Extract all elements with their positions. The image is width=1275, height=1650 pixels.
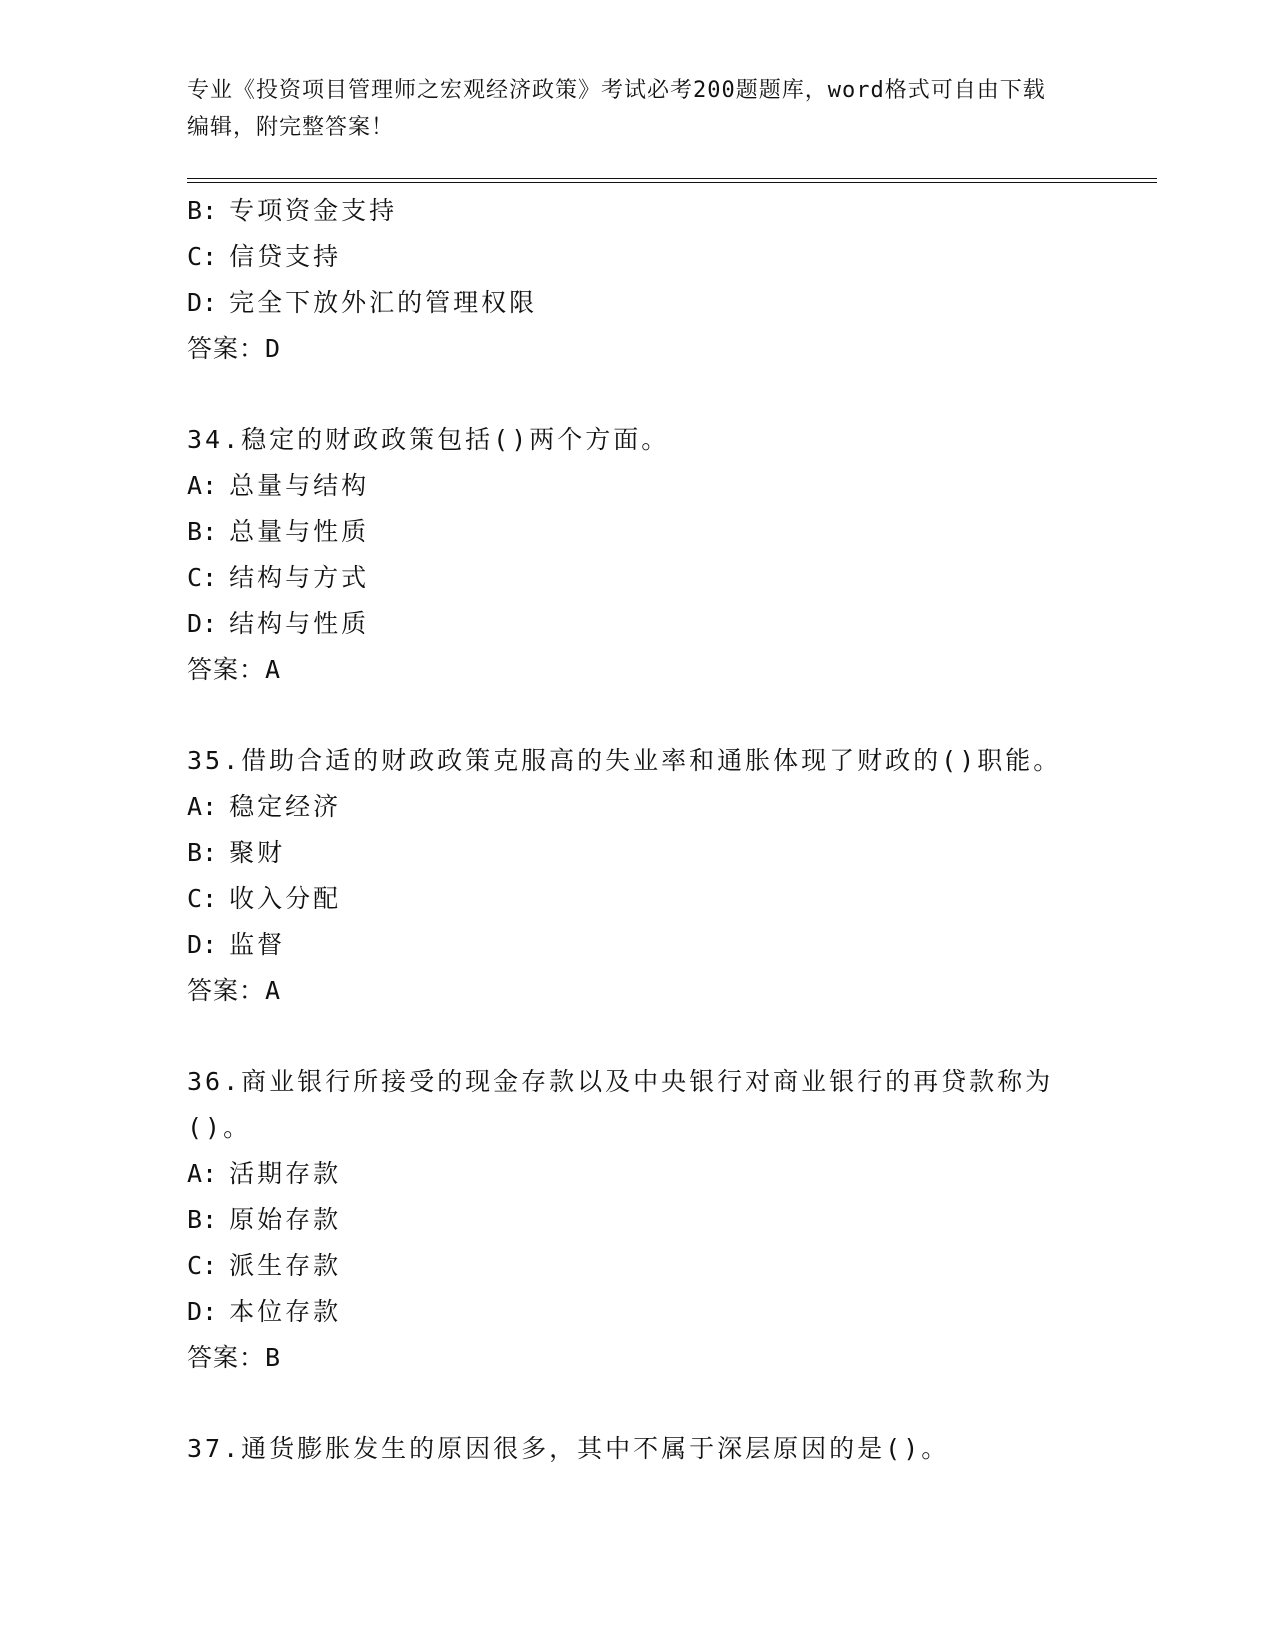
- option-b: [187, 830, 1157, 876]
- option-text: 专项资金支持: [229, 196, 398, 225]
- option-text: 结构与性质: [229, 609, 370, 638]
- option-letter: B:: [187, 517, 218, 546]
- document-page: [187, 0, 1157, 1650]
- option-letter: C:: [187, 563, 218, 592]
- option-b: [187, 509, 1157, 555]
- option-c: [187, 876, 1157, 922]
- question-stem: 37.通货膨胀发生的原因很多，其中不属于深层原因的是()。: [187, 1434, 950, 1463]
- question-37: [187, 1426, 1157, 1472]
- question-list: [187, 188, 1157, 1472]
- option-letter: D:: [187, 1297, 218, 1326]
- option-a: [187, 1151, 1157, 1197]
- option-d: [187, 601, 1157, 647]
- option-c: [187, 555, 1157, 601]
- question-36: [187, 1059, 1157, 1381]
- question-34: [187, 417, 1157, 693]
- option-text: 本位存款: [229, 1297, 342, 1326]
- option-b: [187, 1197, 1157, 1243]
- question-stem: 36.商业银行所接受的现金存款以及中央银行对商业银行的再贷款称为()。: [187, 1067, 1054, 1142]
- option-c: [187, 234, 1157, 280]
- option-letter: B:: [187, 838, 218, 867]
- question-35: [187, 738, 1157, 1014]
- option-text: 信贷支持: [229, 242, 342, 271]
- question-33-continued: [187, 188, 1157, 372]
- question-stem: 35.借助合适的财政政策克服高的失业率和通胀体现了财政的()职能。: [187, 746, 1062, 775]
- option-b: [187, 188, 1157, 234]
- answer-line: 答案：D: [187, 334, 282, 363]
- option-text: 收入分配: [229, 884, 342, 913]
- option-letter: C:: [187, 242, 218, 271]
- option-text: 结构与方式: [229, 563, 370, 592]
- option-text: 总量与性质: [229, 517, 370, 546]
- option-letter: A:: [187, 1159, 218, 1188]
- option-text: 稳定经济: [229, 792, 342, 821]
- option-letter: D:: [187, 609, 218, 638]
- option-letter: A:: [187, 792, 218, 821]
- option-letter: B:: [187, 196, 218, 225]
- option-letter: A:: [187, 471, 218, 500]
- option-text: 总量与结构: [229, 471, 370, 500]
- option-letter: D:: [187, 288, 218, 317]
- option-d: [187, 922, 1157, 968]
- answer-line: 答案：A: [187, 976, 282, 1005]
- option-d: [187, 280, 1157, 326]
- answer-line: 答案：A: [187, 655, 282, 684]
- header-divider: [187, 178, 1157, 183]
- option-letter: B:: [187, 1205, 218, 1234]
- option-letter: D:: [187, 930, 218, 959]
- option-d: [187, 1289, 1157, 1335]
- option-text: 聚财: [229, 838, 286, 867]
- option-a: [187, 784, 1157, 830]
- option-letter: C:: [187, 884, 218, 913]
- document-header: 专业《投资项目管理师之宏观经济政策》考试必考200题题库，word格式可自由下载编辑，附完整答案！: [187, 78, 1046, 140]
- option-letter: C:: [187, 1251, 218, 1280]
- option-c: [187, 1243, 1157, 1289]
- option-text: 派生存款: [229, 1251, 342, 1280]
- option-text: 原始存款: [229, 1205, 342, 1234]
- option-text: 完全下放外汇的管理权限: [229, 288, 538, 317]
- option-a: [187, 463, 1157, 509]
- option-text: 监督: [229, 930, 286, 959]
- answer-line: 答案：B: [187, 1343, 282, 1372]
- question-stem: 34.稳定的财政政策包括()两个方面。: [187, 425, 670, 454]
- option-text: 活期存款: [229, 1159, 342, 1188]
